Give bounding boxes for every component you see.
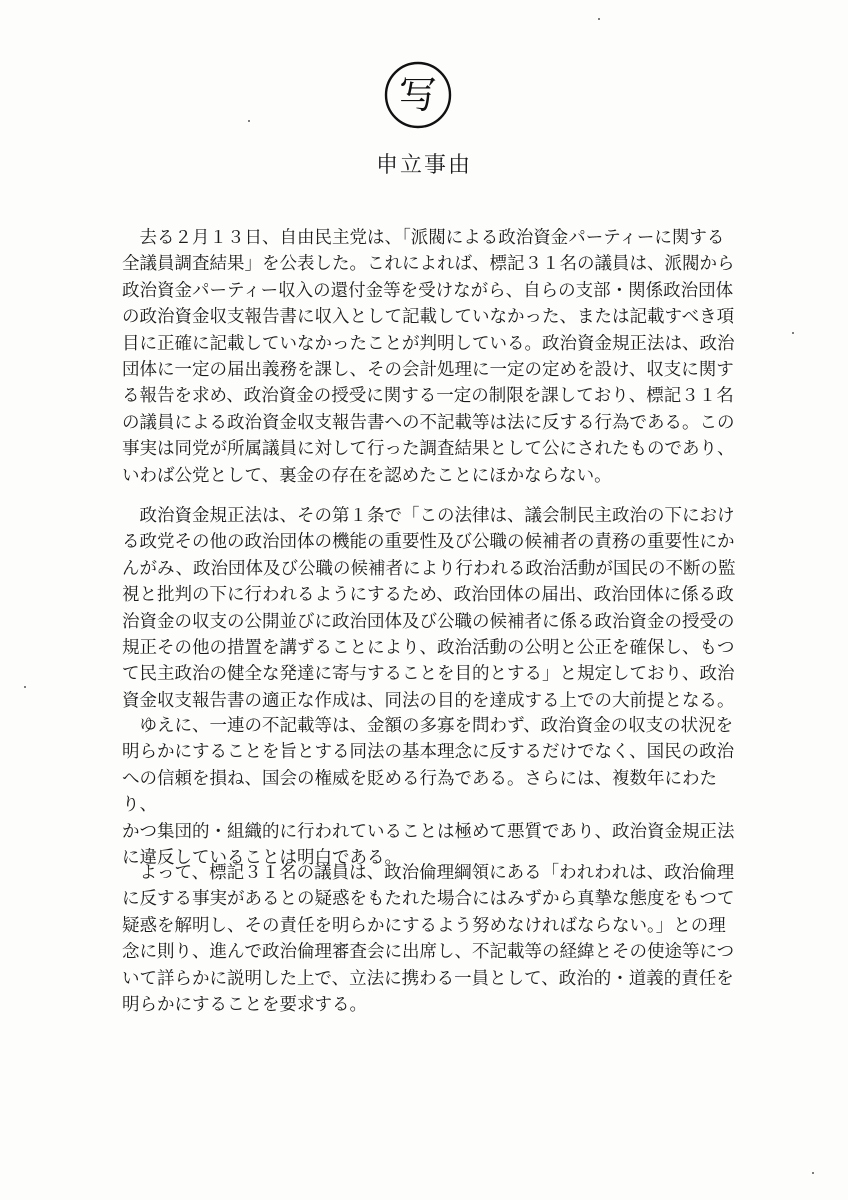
scan-speck xyxy=(24,686,26,688)
scan-speck xyxy=(598,18,600,20)
scan-speck xyxy=(248,120,250,122)
copy-seal-stamp xyxy=(383,60,453,130)
paragraph-4: よって、標記３１名の議員は、政治倫理綱領にある「われわれは、政治倫理 に反する事実があるとの疑惑をもたれた場合にはみずから真摯な態度をもつて 疑惑を解明し、その責任を明らかにするよう努めなければならない。」との理 念に則り、進んで政治倫理審査会に出席し、不記載等の経緯とその使途等につ いて詳らかに説明した上で、立法に携わる一員として、政治的・道義的責任を 明らかにすることを要求する。 xyxy=(122,863,735,1016)
scan-speck xyxy=(792,332,794,334)
paragraph-1: 去る２月１３日、自由民主党は、「派閥による政治資金パーティーに関する 全議員調査結果」を公表した。これによれば、標記３１名の議員は、派閥から 政治資金パーティー収入の還付金等を受けながら、自らの支部・関係政治団体 の政治資金収支報告書に収入として記載していなかった、または記載すべき項 目に正確に記載していなかったことが判明している。政治資金規正法は、政治 団体に一定の届出義務を課し、その会計処理に一定の定めを設け、収支に関す る報告を求め、政治資金の授受に関する一定の制限を課しており、標記３１名 の議員による政治資金収支報告書への不記載等は法に反する行為である。この 事実は同党が所属議員に対して行った調査結果として公にされたものであり、 いわば公党として、裏金の存在を認めたことにほかならない。 xyxy=(122,228,735,486)
scan-speck xyxy=(812,1172,814,1174)
paragraph-3: ゆえに、一連の不記載等は、金額の多寡を問わず、政治資金の収支の状況を 明らかにすることを旨とする同法の基本理念に反するだけでなく、国民の政治 への信頼を損ね、国会の権威を貶める行為である。さらには、複数年にわたり、 かつ集団的・組織的に行われていることは極めて悪質であり、政治資金規正法 に違反していることは明白である。 xyxy=(122,716,735,869)
stamp-glyph: 写 xyxy=(398,73,438,117)
paragraph-2: 政治資金規正法は、その第１条で「この法律は、議会制民主政治の下におけ る政党その他の政治団体の機能の重要性及び公職の候補者の責務の重要性にか んがみ、政治団体及び公職の候補者により行われる政治活動が国民の不断の監 視と批判の下に行われるようにするため、政治団体の届出、政治団体に係る政 治資金の収支の公開並びに政治団体及び公職の候補者に係る政治資金の授受の 規正その他の措置を講ずることにより、政治活動の公明と公正を確保し、もつ て民主政治の健全な発達に寄与することを目的とする」と規定しており、政治 資金収支報告書の適正な作成は、同法の目的を達成する上での大前提となる。 xyxy=(122,506,736,711)
document-title: 申立事由 xyxy=(375,153,472,178)
copy-seal-icon xyxy=(383,60,453,130)
